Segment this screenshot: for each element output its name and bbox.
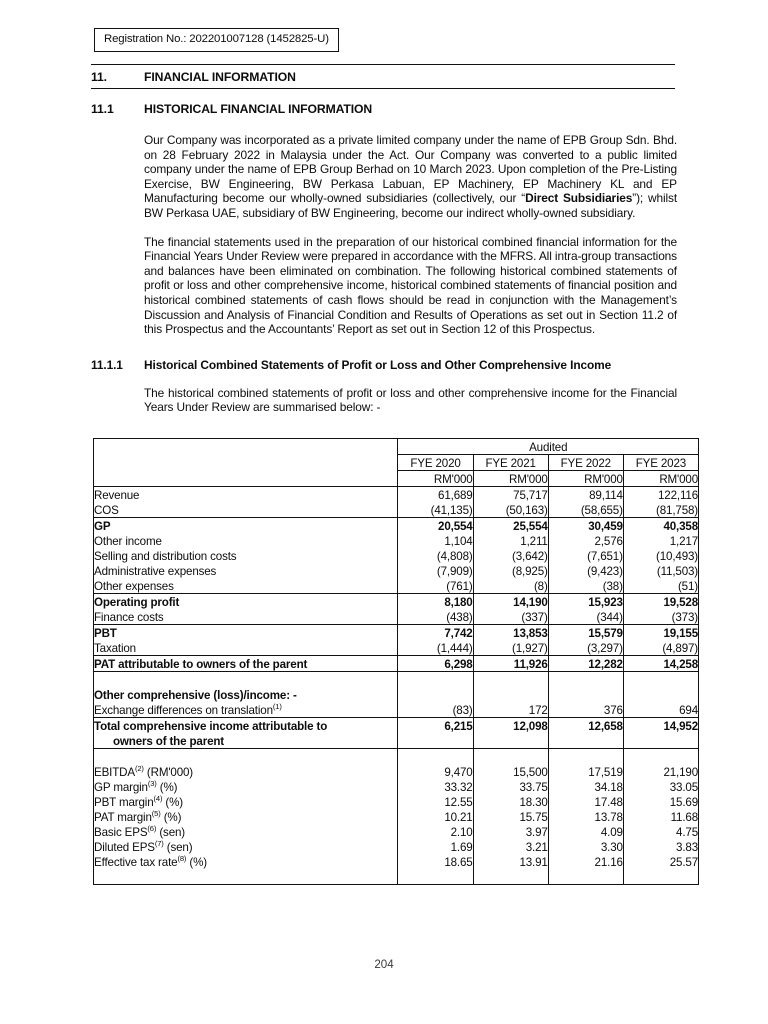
oci-heading: Other comprehensive (loss)/income: - — [94, 689, 297, 702]
row-value: 18.30 — [473, 794, 548, 809]
section-heading — [91, 65, 675, 88]
table-row — [94, 839, 699, 854]
row-value: (8) — [473, 578, 548, 594]
row-label: Finance costs — [94, 611, 164, 624]
header-fye-2022: FYE 2022 — [548, 455, 623, 471]
metric-suffix: (sen) — [156, 826, 186, 839]
row-value: (7,909) — [398, 563, 473, 578]
table-row — [94, 625, 699, 641]
header-spacer-cell — [94, 439, 398, 455]
subsection-number: 11.1 — [91, 102, 114, 116]
metric-suffix: (%) — [160, 811, 182, 824]
row-value: 17,519 — [548, 764, 623, 779]
table-spacer-row-bottom — [94, 869, 699, 885]
row-value: 694 — [623, 702, 698, 718]
row-value: 1,217 — [623, 533, 698, 548]
row-label: GP — [94, 518, 398, 534]
row-value: 2.10 — [398, 824, 473, 839]
row-value: (51) — [623, 578, 698, 594]
section-rule-bottom — [91, 88, 675, 89]
row-value: (8,925) — [473, 563, 548, 578]
spacer-cell — [94, 869, 398, 885]
table-header-row-years — [94, 455, 699, 471]
spacer-cell — [473, 749, 548, 765]
row-value: (3,642) — [473, 548, 548, 563]
row-value: (438) — [398, 609, 473, 625]
header-fye-2023: FYE 2023 — [623, 455, 698, 471]
footnote-marker: (4) — [153, 794, 163, 804]
table-row — [94, 594, 699, 610]
paragraph-incorporation-part2: ”); whilst BW Perkasa UAE, subsidiary of BW Engineering, become our indirect wholly-owned subsidiary. — [144, 191, 677, 220]
table-row — [94, 487, 699, 503]
financial-table-wrapper — [93, 438, 699, 885]
row-value: 3.97 — [473, 824, 548, 839]
paragraph-incorporation — [144, 133, 677, 221]
footnote-marker: (1) — [272, 702, 282, 712]
table-row — [94, 563, 699, 578]
metric-suffix: (sen) — [163, 841, 193, 854]
row-label — [94, 854, 398, 869]
row-value: 2,576 — [548, 533, 623, 548]
row-value: 17.48 — [548, 794, 623, 809]
table-header-row-audited — [94, 439, 699, 455]
row-value: 12,658 — [548, 718, 623, 734]
row-value: 1.69 — [398, 839, 473, 854]
row-label: Administrative expenses — [94, 565, 217, 578]
row-value: (83) — [398, 702, 473, 718]
row-value: 14,258 — [623, 656, 698, 672]
document-content — [91, 98, 677, 415]
row-value: 376 — [548, 702, 623, 718]
row-value: 61,689 — [398, 487, 473, 503]
financial-table — [93, 438, 699, 885]
exchange-differences-label: Exchange differences on translation — [94, 704, 273, 717]
spacer-cell — [623, 672, 698, 688]
row-value: 15,500 — [473, 764, 548, 779]
metric-label: Effective tax rate — [94, 856, 178, 869]
subsection-title: HISTORICAL FINANCIAL INFORMATION — [144, 102, 373, 116]
table-row — [94, 656, 699, 672]
row-value: (344) — [548, 609, 623, 625]
spacer-cell — [94, 672, 398, 688]
row-value: 33.05 — [623, 779, 698, 794]
table-row — [94, 518, 699, 534]
table-row — [94, 718, 699, 734]
row-value: 12,098 — [473, 718, 548, 734]
spacer-cell — [623, 687, 698, 702]
section-heading-block — [91, 64, 675, 89]
footnote-marker: (3) — [147, 779, 157, 789]
row-value: 1,211 — [473, 533, 548, 548]
spacer-cell — [398, 687, 473, 702]
header-fye-2021: FYE 2021 — [473, 455, 548, 471]
row-value: 4.75 — [623, 824, 698, 839]
row-value: 7,742 — [398, 625, 473, 641]
row-value: 9,470 — [398, 764, 473, 779]
registration-number-box — [94, 28, 339, 52]
row-value: 172 — [473, 702, 548, 718]
row-label: Other expenses — [94, 580, 174, 593]
row-value: 18.65 — [398, 854, 473, 869]
row-value: (41,135) — [398, 502, 473, 518]
row-value: 19,155 — [623, 625, 698, 641]
row-value: 6,215 — [398, 718, 473, 734]
spacer-cell — [94, 749, 398, 765]
row-label — [94, 764, 398, 779]
paragraph-financial-statements: The financial statements used in the preparation of our historical combined financial information for the Financial Years Under Review were prepared in accordance with the MFRS. All intra-group transactions and balances have been eliminated on combination. The following historical combined statements of profit or loss and other comprehensive income, historical combined statements of financial position and historical combined statements of cash flows should be read in conjunction with the Management’s Discussion and Analysis of Financial Condition and Results of Operations as set out in Section 11.2 of this Prospectus and the Accountants’ Report as set out in Section 12 of this Prospectus. — [144, 234, 677, 337]
footnote-marker: (7) — [154, 839, 164, 849]
row-value: 3.83 — [623, 839, 698, 854]
table-row — [94, 609, 699, 625]
header-unit-2020: RM'000 — [398, 471, 473, 487]
spacer-cell — [548, 672, 623, 688]
spacer-cell — [398, 869, 473, 885]
row-value: 21.16 — [548, 854, 623, 869]
row-value: 34.18 — [548, 779, 623, 794]
spacer-cell — [548, 869, 623, 885]
table-body — [94, 487, 699, 885]
row-value: 25,554 — [473, 518, 548, 534]
row-value: 21,190 — [623, 764, 698, 779]
table-row — [94, 809, 699, 824]
table-row — [94, 794, 699, 809]
subsection-heading — [91, 102, 677, 116]
table-row — [94, 779, 699, 794]
spacer-cell — [623, 869, 698, 885]
paragraph-table-intro: The historical combined statements of profit or loss and other comprehensive income for the Financial Years Under Review are summarised below: - — [144, 385, 677, 415]
row-label — [94, 824, 398, 839]
row-label: PBT — [94, 625, 398, 641]
metric-suffix: (RM'000) — [143, 766, 194, 779]
subsubsection-title: Historical Combined Statements of Profit or Loss and Other Comprehensive Income — [144, 357, 612, 372]
spacer-cell — [398, 733, 473, 749]
spacer-cell — [623, 749, 698, 765]
row-value: 1,104 — [398, 533, 473, 548]
subsubsection-number: 11.1.1 — [91, 357, 123, 372]
spacer-cell — [473, 733, 548, 749]
row-value: 11.68 — [623, 809, 698, 824]
header-unit-2023: RM'000 — [623, 471, 698, 487]
row-value: 12,282 — [548, 656, 623, 672]
spacer-cell — [473, 687, 548, 702]
row-value: 40,358 — [623, 518, 698, 534]
spacer-cell — [548, 733, 623, 749]
section-number: 11. — [91, 70, 107, 84]
row-value: 3.30 — [548, 839, 623, 854]
row-value: (9,423) — [548, 563, 623, 578]
row-value: 15.69 — [623, 794, 698, 809]
table-header-row-units — [94, 471, 699, 487]
row-label: Operating profit — [94, 594, 398, 610]
header-spacer-cell-3 — [94, 471, 398, 487]
row-value: 12.55 — [398, 794, 473, 809]
table-spacer-row — [94, 672, 699, 688]
spacer-cell — [473, 672, 548, 688]
row-label — [94, 809, 398, 824]
metric-suffix: (%) — [186, 856, 207, 869]
row-value: 89,114 — [548, 487, 623, 503]
row-value: (11,503) — [623, 563, 698, 578]
row-label: Total comprehensive income attributable to — [94, 718, 398, 734]
table-row — [94, 854, 699, 869]
metric-label: PAT margin — [94, 811, 152, 824]
metric-suffix: (%) — [162, 796, 183, 809]
row-value: 14,952 — [623, 718, 698, 734]
row-value: 75,717 — [473, 487, 548, 503]
table-row — [94, 764, 699, 779]
row-value: 15.75 — [473, 809, 548, 824]
table-row-continuation — [94, 733, 699, 749]
footnote-marker: (5) — [151, 809, 161, 819]
row-label: Selling and distribution costs — [94, 550, 237, 563]
row-label: Revenue — [94, 489, 140, 502]
metric-label: EBITDA — [94, 766, 135, 779]
row-value: 25.57 — [623, 854, 698, 869]
table-spacer-row — [94, 749, 699, 765]
row-label — [94, 702, 398, 718]
metric-label: PBT margin — [94, 796, 154, 809]
row-value: (10,493) — [623, 548, 698, 563]
paragraph-incorporation-part1: Our Company was incorporated as a private limited company under the name of EPB Group Sdn. Bhd. on 28 February 2022 in Malaysia under the Act. Our Company was converted to a public limited company under the name of EPB Group Berhad on 10 March 2023. Upon completion of the Pre-Listing Exercise, BW Engineering, BW Perkasa Labuan, EP Machinery, EP Machinery KL and EP Manufacturing become our wholly-owned subsidiaries (collectively, our “ — [144, 133, 677, 206]
row-value: 20,554 — [398, 518, 473, 534]
row-label: Taxation — [94, 642, 136, 655]
registration-number-text: Registration No.: 202201007128 (1452825-U) — [104, 33, 329, 45]
row-value: (1,927) — [473, 640, 548, 656]
spacer-cell — [623, 733, 698, 749]
metric-label: GP margin — [94, 781, 148, 794]
row-value: (50,163) — [473, 502, 548, 518]
row-label: Other income — [94, 535, 162, 548]
row-value: 13.91 — [473, 854, 548, 869]
row-value: (373) — [623, 609, 698, 625]
direct-subsidiaries-term: Direct Subsidiaries — [525, 191, 633, 206]
spacer-cell — [398, 749, 473, 765]
spacer-cell — [473, 869, 548, 885]
row-value: 122,116 — [623, 487, 698, 503]
row-label-continuation: owners of the parent — [113, 735, 225, 748]
table-row — [94, 824, 699, 839]
header-spacer-cell-2 — [94, 455, 398, 471]
row-value: 6,298 — [398, 656, 473, 672]
row-label — [94, 794, 398, 809]
header-fye-2020: FYE 2020 — [398, 455, 473, 471]
row-value: 14,190 — [473, 594, 548, 610]
row-label — [94, 839, 398, 854]
footnote-marker: (6) — [147, 824, 157, 834]
metric-label: Diluted EPS — [94, 841, 155, 854]
row-value: (337) — [473, 609, 548, 625]
row-value: 15,579 — [548, 625, 623, 641]
row-value: (81,758) — [623, 502, 698, 518]
row-value: 33.75 — [473, 779, 548, 794]
row-label: COS — [94, 504, 119, 517]
header-unit-2022: RM'000 — [548, 471, 623, 487]
row-value: 15,923 — [548, 594, 623, 610]
table-row — [94, 640, 699, 656]
row-value: 8,180 — [398, 594, 473, 610]
row-label: PAT attributable to owners of the parent — [94, 656, 398, 672]
row-value: 13.78 — [548, 809, 623, 824]
row-value: 10.21 — [398, 809, 473, 824]
table-head — [94, 439, 699, 487]
footnote-marker: (2) — [134, 764, 144, 774]
spacer-cell — [548, 749, 623, 765]
page-number: 204 — [374, 958, 394, 971]
row-value: (1,444) — [398, 640, 473, 656]
table-row — [94, 548, 699, 563]
footnote-marker: (8) — [177, 854, 187, 864]
row-value: 19,528 — [623, 594, 698, 610]
row-label — [94, 779, 398, 794]
table-row — [94, 702, 699, 718]
row-value: 13,853 — [473, 625, 548, 641]
row-value: (3,297) — [548, 640, 623, 656]
row-value: 33.32 — [398, 779, 473, 794]
table-row — [94, 502, 699, 518]
table-row — [94, 578, 699, 594]
row-value: 3.21 — [473, 839, 548, 854]
row-value: (4,808) — [398, 548, 473, 563]
row-value: 30,459 — [548, 518, 623, 534]
metric-label: Basic EPS — [94, 826, 148, 839]
spacer-cell — [398, 672, 473, 688]
oci-heading-row — [94, 687, 699, 702]
row-value: (7,651) — [548, 548, 623, 563]
section-title: FINANCIAL INFORMATION — [144, 70, 296, 84]
header-unit-2021: RM'000 — [473, 471, 548, 487]
row-value: (38) — [548, 578, 623, 594]
metric-suffix: (%) — [156, 781, 178, 794]
row-value: 4.09 — [548, 824, 623, 839]
row-value: (58,655) — [548, 502, 623, 518]
row-value: (4,897) — [623, 640, 698, 656]
subsubsection-heading — [91, 358, 677, 372]
header-audited: Audited — [398, 439, 699, 455]
row-value: (761) — [398, 578, 473, 594]
spacer-cell — [548, 687, 623, 702]
row-value: 11,926 — [473, 656, 548, 672]
table-row — [94, 533, 699, 548]
